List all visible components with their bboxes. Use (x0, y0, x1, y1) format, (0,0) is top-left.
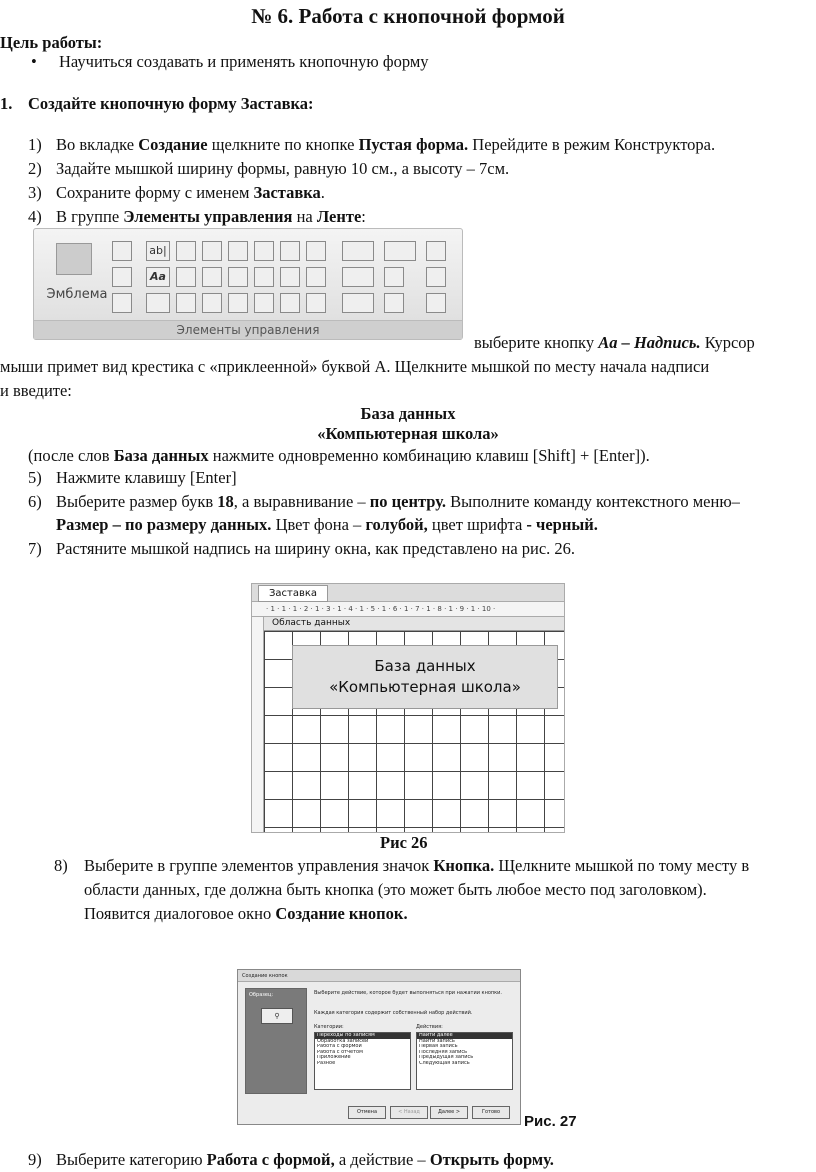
step-number-8: 8) (54, 856, 68, 875)
list-icon (176, 241, 196, 261)
list-item[interactable]: Переходы по записям (315, 1033, 410, 1039)
emblem-label: Эмблема (46, 287, 108, 302)
calendar-icon (112, 293, 132, 313)
list-item[interactable]: Последняя запись (419, 1049, 468, 1055)
rectangle-icon (202, 267, 222, 287)
property-icon (384, 267, 404, 287)
step-number-6: 6) (28, 492, 42, 511)
step-8-cont: области данных, где должна быть кнопка (это может быть любое место под заголовком). (84, 880, 707, 899)
sample-panel (245, 988, 307, 1094)
cancel-button[interactable]: Отмена (348, 1106, 386, 1119)
list-item[interactable]: Приложение (317, 1055, 351, 1061)
step-number-5: 5) (28, 468, 42, 487)
finish-button[interactable]: Готово (472, 1106, 510, 1119)
button-icon (146, 293, 170, 313)
list-item[interactable]: Первая запись (419, 1044, 458, 1050)
step-2: Задайте мышкой ширину формы, равную 10 см., а высоту – 7см. (56, 159, 510, 178)
step-4-cursor: мыши примет вид крестика с «приклеенной» буквой А. Щелкните мышкой по месту начала надписи (0, 357, 710, 376)
sample-label: Образец: (249, 992, 274, 998)
page-icon (112, 267, 132, 287)
radio-icon (228, 293, 248, 313)
step-4: В группе Элементы управления на Ленте: (56, 207, 366, 226)
frame-icon (202, 293, 222, 313)
step-number-1: 1) (28, 135, 42, 154)
task-number: 1. (0, 94, 13, 113)
list-item[interactable]: Следующая запись (419, 1060, 470, 1066)
cursor-icon (426, 241, 446, 261)
toggle-icon (254, 241, 274, 261)
categories-label: Категории: (314, 1024, 344, 1030)
step-number-9: 9) (28, 1150, 42, 1169)
figure-26-caption: Рис 26 (380, 833, 428, 852)
goal-item: Научиться создавать и применять кнопочную форму (59, 52, 429, 71)
step-number-7: 7) (28, 539, 42, 558)
emblem-icon (56, 243, 92, 275)
step-3: Сохраните форму с именем Заставка. (56, 183, 325, 202)
list-item[interactable]: Найти далее (417, 1033, 512, 1039)
line-color-icon (342, 293, 374, 313)
label-icon: Aa (146, 267, 170, 287)
select-all-icon (384, 293, 404, 313)
back-button[interactable]: < Назад (390, 1106, 428, 1119)
figure-27-dialog (237, 969, 521, 1125)
label-line-2: «Компьютерная школа» (329, 678, 521, 696)
task-heading: Создайте кнопочную форму Заставка: (28, 94, 314, 113)
figure-27-caption: Рис. 27 (524, 1113, 577, 1130)
actions-list[interactable] (416, 1032, 513, 1090)
checkbox-icon (228, 267, 248, 287)
line-icon (202, 241, 222, 261)
step-number-2: 2) (28, 159, 42, 178)
label-control[interactable] (292, 645, 558, 709)
document-tab-bar (252, 584, 564, 602)
list-item[interactable]: Предыдущая запись (419, 1055, 474, 1061)
picture-icon (280, 293, 300, 313)
chart-icon (280, 241, 300, 261)
line-thickness-icon (342, 241, 374, 261)
step-4-enter: и введите: (0, 381, 72, 400)
list-box-icon (306, 241, 326, 261)
label-line-1: База данных (374, 657, 476, 675)
step-7: Растяните мышкой надпись на ширину окна, как представлено на рис. 26. (56, 539, 576, 558)
xyz-icon (228, 241, 248, 261)
grid-icon (176, 293, 196, 313)
ribbon-controls-group (33, 228, 463, 340)
step-6-cont: Размер – по размеру данных. Цвет фона – голубой, цвет шрифта - черный. (56, 515, 598, 534)
border-icon (384, 241, 416, 261)
emblem-button (42, 237, 108, 317)
image-icon (112, 241, 132, 261)
activex-icon (426, 293, 446, 313)
next-button[interactable]: Далее > (430, 1106, 468, 1119)
step-number-4: 4) (28, 207, 42, 226)
step-4-cont: выберите кнопку Aa – Надпись. Курсор (474, 333, 755, 352)
db-title-2: «Компьютерная школа» (317, 424, 499, 443)
textbox-icon: ab| (146, 241, 170, 261)
subform-icon (280, 267, 300, 287)
list-item[interactable]: Работа с отчетом (317, 1049, 363, 1055)
dialog-hint: Каждая категория содержит собственный набор действий. (314, 1010, 473, 1016)
ribbon-group-label: Элементы управления (34, 320, 462, 339)
list-item[interactable]: Найти запись (419, 1038, 455, 1044)
wizard-icon (426, 267, 446, 287)
list-item[interactable]: Обработка записей (317, 1038, 369, 1044)
step-9: Выберите категорию Работа с формой, а действие – Открыть форму. (56, 1150, 554, 1169)
after-note: (после слов База данных нажмите одновременно комбинацию клавиш [Shift] + [Enter]). (28, 446, 650, 465)
dialog-prompt: Выберите действие, которое будет выполняться при нажатии кнопки. (314, 990, 503, 996)
step-8: Выберите в группе элементов управления значок Кнопка. Щелкните мышкой по тому месту в (84, 856, 750, 875)
actions-label: Действия: (416, 1024, 443, 1030)
page-title: № 6. Работа с кнопочной формой (251, 4, 565, 28)
step-1: Во вкладке Создание щелкните по кнопке Пустая форма. Перейдите в режим Конструктора. (56, 135, 716, 154)
sample-button-icon: ⚲ (261, 1008, 293, 1024)
db-title-1: База данных (360, 404, 456, 423)
goal-label: Цель работы: (0, 33, 103, 52)
dialog-title: Создание кнопок (238, 970, 520, 982)
tab-zastavka[interactable]: Заставка (258, 585, 328, 602)
step-8-end: Появится диалоговое окно Создание кнопок. (84, 904, 408, 923)
categories-list[interactable] (314, 1032, 411, 1090)
attachment-icon (306, 293, 326, 313)
object-icon (306, 267, 326, 287)
design-grid[interactable] (264, 631, 564, 832)
step-number-3: 3) (28, 183, 42, 202)
list-item[interactable]: Разное (317, 1060, 336, 1066)
vertical-ruler (252, 617, 264, 832)
combo-icon (176, 267, 196, 287)
horizontal-ruler: · 1 · 1 · 1 · 2 · 1 · 3 · 1 · 4 · 1 · 5 · 1 · 6 · 1 · 7 · 1 · 8 · 1 · 9 · 1 · 10 · (252, 602, 564, 617)
step-5: Нажмите клавишу [Enter] (56, 468, 237, 487)
section-header: Область данных (264, 617, 564, 631)
list-item[interactable]: Работа с формой (317, 1044, 362, 1050)
page-break-icon (254, 293, 274, 313)
bullet: • (31, 52, 37, 71)
step-6: Выберите размер букв 18, а выравнивание – по центру. Выполните команду контекстного меню– (56, 492, 740, 511)
tab-control-icon (254, 267, 274, 287)
figure-26-form-designer (251, 583, 565, 833)
line-type-icon (342, 267, 374, 287)
